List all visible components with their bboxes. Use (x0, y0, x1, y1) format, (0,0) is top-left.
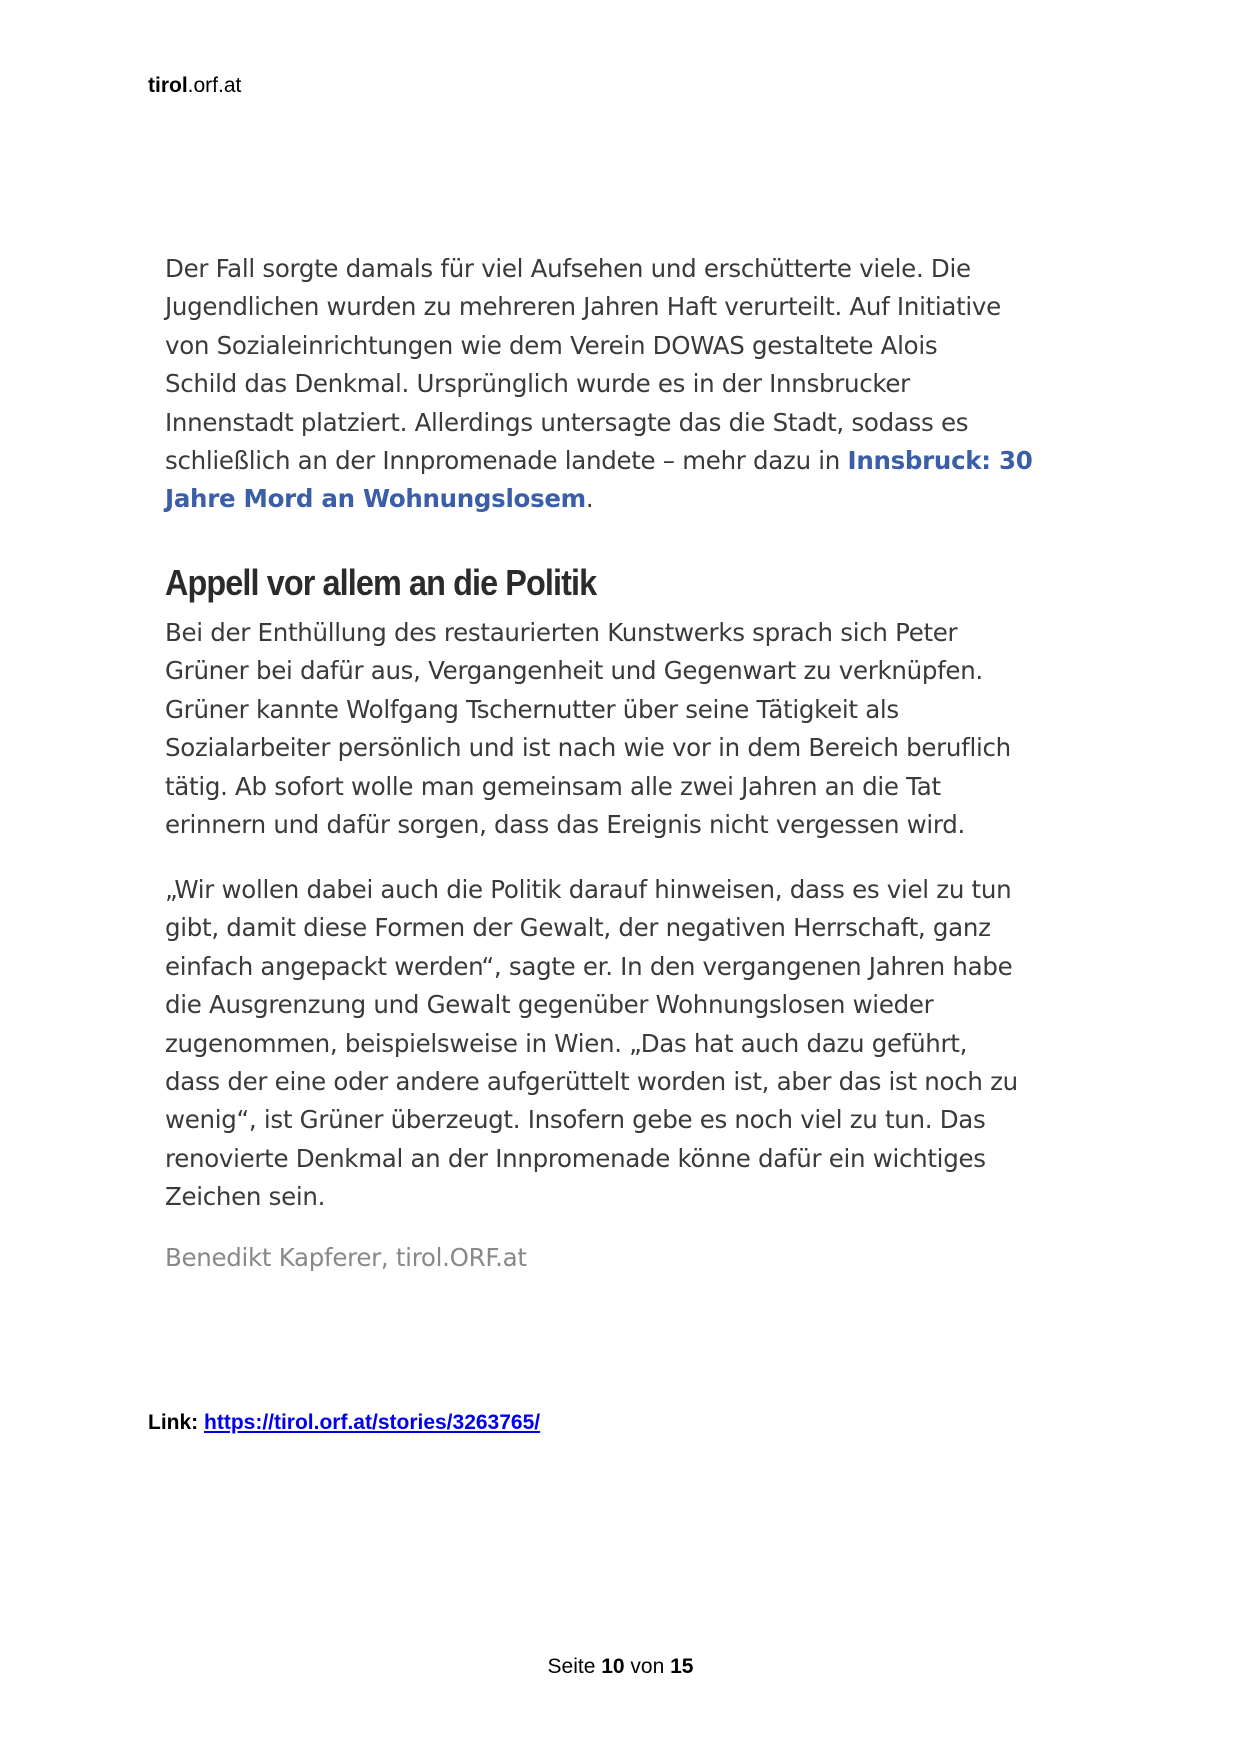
text-line: Der Fall sorgte damals für viel Aufsehen und erschütterte viele. Die (165, 254, 971, 283)
text-line: die Ausgrenzung und Gewalt gegenüber Wohnungslosen wieder (165, 990, 934, 1020)
text-line: gibt, damit diese Formen der Gewalt, der negativen Herrschaft, ganz (165, 913, 991, 943)
total-pages: 15 (670, 1655, 694, 1678)
paragraph-2 (165, 614, 1085, 844)
current-page: 10 (601, 1655, 625, 1678)
text-line: zugenommen, beispielsweise in Wien. „Das hat auch dazu geführt, (165, 1028, 968, 1058)
source-link-line (148, 1411, 540, 1435)
text-line: Grüner bei dafür aus, Vergangenheit und Gegenwart zu verknüpfen. (165, 656, 983, 686)
paragraph-1 (165, 250, 1085, 519)
text-end: . (585, 484, 594, 514)
text-line: Bei der Enthüllung des restaurierten Kunstwerks sprach sich Peter (165, 618, 958, 647)
text-line: schließlich an der Innpromenade landete – mehr dazu in (165, 445, 848, 475)
text-line: Jugendlichen wurden zu mehreren Jahren Haft verurteilt. Auf Initiative (165, 292, 1001, 322)
text-line: Zeichen sein. (165, 1182, 326, 1212)
text-line: wenig“, ist Grüner überzeugt. Insofern gebe es noch viel zu tun. Das (165, 1105, 986, 1135)
text-line: tätig. Ab sofort wolle man gemeinsam alle zwei Jahren an die Tat (165, 771, 941, 801)
author-credit: Benedikt Kapferer, tirol.ORF.at (165, 1243, 527, 1272)
footer-prefix: Seite (547, 1655, 602, 1678)
text-line: „Wir wollen dabei auch die Politik darauf hinweisen, dass es viel zu tun (165, 875, 1012, 904)
section-heading: Appell vor allem an die Politik (165, 562, 597, 603)
article-link-part1[interactable]: Innsbruck: 30 (847, 445, 1033, 475)
site-name-bold: tirol (148, 74, 188, 97)
text-line: erinnern und dafür sorgen, dass das Ereignis nicht vergessen wird. (165, 809, 965, 839)
footer-middle: von (624, 1655, 671, 1678)
source-url-link[interactable]: https://tirol.orf.at/stories/3263765/ (204, 1411, 541, 1434)
text-line: Schild das Denkmal. Ursprünglich wurde es in der Innsbrucker (165, 369, 910, 399)
site-name-rest: .orf.at (187, 74, 242, 97)
page-footer (0, 1655, 1241, 1679)
text-line: einfach angepackt werden“, sagte er. In den vergangenen Jahren habe (165, 951, 1013, 981)
text-line: Grüner kannte Wolfgang Tschernutter über seine Tätigkeit als (165, 694, 899, 724)
site-header (148, 74, 241, 98)
text-line: Innenstadt platziert. Allerdings untersagte das die Stadt, sodass es (165, 407, 969, 437)
paragraph-3 (165, 871, 1085, 1217)
link-label: Link: (148, 1411, 204, 1434)
text-line: von Sozialeinrichtungen wie dem Verein DOWAS gestaltete Alois (165, 330, 938, 360)
text-line: renovierte Denkmal an der Innpromenade könne dafür ein wichtiges (165, 1143, 986, 1173)
text-line: dass der eine oder andere aufgerüttelt worden ist, aber das ist noch zu (165, 1066, 1018, 1096)
text-line: Sozialarbeiter persönlich und ist nach wie vor in dem Bereich beruflich (165, 733, 1011, 763)
article-link-part2[interactable]: Jahre Mord an Wohnungslosem (165, 484, 586, 514)
